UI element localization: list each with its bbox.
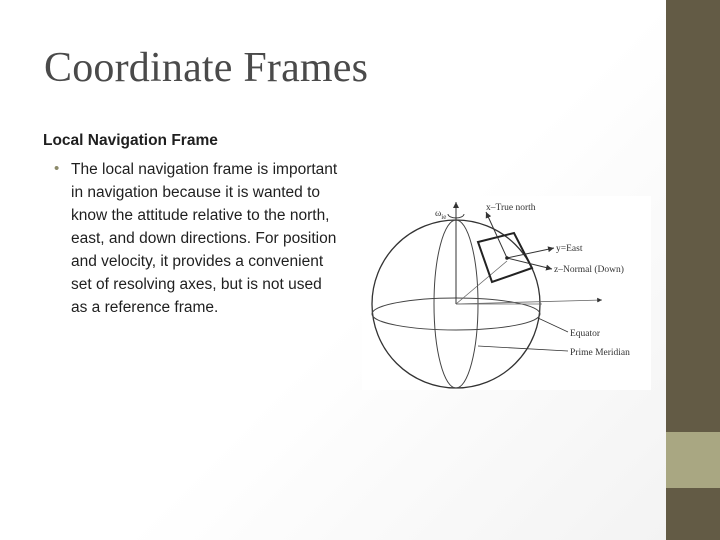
omega-label: $\omega_{ie}$ [435, 209, 447, 221]
frame-axis-diagonal [456, 261, 507, 304]
equator-pointer [538, 318, 568, 332]
bullet-marker: • [54, 160, 60, 177]
y-axis-label: y=East [556, 244, 583, 254]
z-axis-label: z–Normal (Down) [554, 265, 624, 275]
prime-meridian-label: Prime Meridian [570, 348, 630, 358]
local-tangent-plane [478, 233, 532, 282]
normal-down-axis [507, 258, 552, 269]
east-axis [507, 248, 554, 258]
sidebar-accent-bottom [666, 488, 720, 540]
navigation-frame-figure [362, 196, 651, 390]
bullet-item: The local navigation frame is important in navigation because it is wanted to know the attitude relative to the north, east, and down directions. For position and velocity, it provides a convenient set of resolving axes, but is not used as a reference frame. [71, 161, 338, 316]
meridian-pointer [478, 346, 568, 351]
sidebar-accent-light [666, 432, 720, 488]
section-heading: Local Navigation Frame [43, 132, 218, 149]
sphere-diagram [362, 196, 651, 390]
slide-title: Coordinate Frames [44, 45, 369, 91]
equator-label: Equator [570, 329, 601, 339]
x-axis-label: x–True north [486, 203, 536, 213]
sidebar-accent-dark [666, 0, 720, 432]
frame-origin-point [505, 256, 509, 260]
